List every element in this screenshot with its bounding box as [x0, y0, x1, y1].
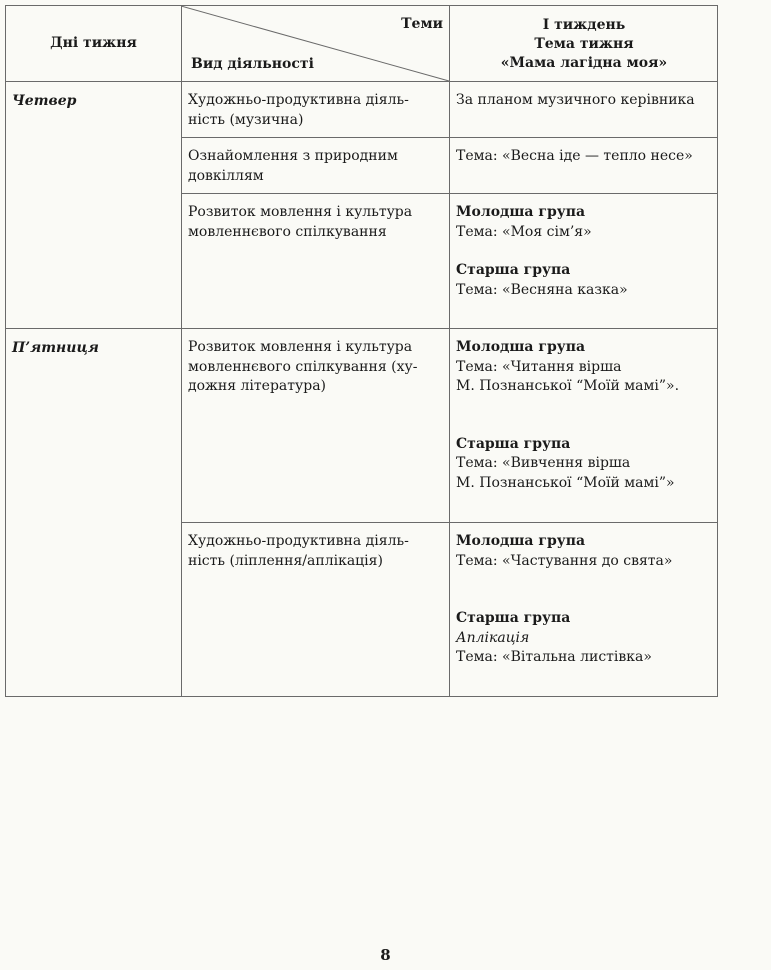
column-divider: [449, 6, 450, 696]
activity-line: мовленнєвого спілкування (ху-: [188, 358, 418, 375]
activity-subtitle: Аплікація: [456, 629, 530, 646]
activity-line: Розвиток мовлення і культура: [188, 204, 413, 220]
plan-table: [5, 5, 718, 697]
topic-text: Тема: «Весняна казка»: [456, 281, 628, 298]
activity-line: Ознайомлення з природним: [188, 148, 398, 164]
topic-cell: [456, 147, 718, 167]
group-label-junior: Молодша група: [456, 204, 586, 220]
activity-cell: [188, 338, 446, 397]
header-week-line: I тиждень: [542, 17, 626, 33]
activity-line: дожня література): [188, 378, 327, 394]
header-days: Дні тижня: [50, 35, 137, 51]
group-label-junior: Молодша група: [456, 339, 586, 355]
topic-text: М. Познанської “Моїй мамі”»: [456, 474, 675, 491]
activity-line: Художньо-продуктивна діяль-: [188, 533, 409, 549]
day-friday: П’ятниця: [12, 340, 99, 356]
topic-text: Тема: «Вивчення вірша: [456, 455, 631, 471]
topic-text: За планом музичного керівника: [456, 92, 695, 108]
activity-cell: [188, 532, 446, 571]
activity-cell: [188, 203, 446, 242]
topic-cell: [456, 91, 718, 111]
day-thursday: Четвер: [12, 93, 77, 109]
header-week-line: Тема тижня: [534, 36, 634, 52]
topic-text: Тема: «Вітальна листівка»: [456, 649, 652, 665]
page-number: 8: [380, 946, 391, 964]
activity-line: ність (ліплення/аплікація): [188, 552, 383, 569]
activity-line: Художньо-продуктивна діяль-: [188, 92, 409, 108]
topic-text: Тема: «Весна іде — тепло несе»: [456, 148, 693, 164]
topic-text: Тема: «Моя сім’я»: [456, 223, 592, 240]
topic-text: М. Познанської “Моїй мамі”».: [456, 378, 680, 394]
header-week-line: «Мама лагідна моя»: [500, 55, 668, 71]
topic-cell: [456, 532, 718, 668]
header-themes: Теми: [401, 16, 443, 32]
group-label-senior: Старша група: [456, 262, 571, 278]
topic-cell: [456, 338, 718, 493]
topic-text: Тема: «Частування до свята»: [456, 552, 673, 569]
topic-cell: [456, 203, 718, 300]
activity-line: довкіллям: [188, 167, 264, 184]
topic-text: Тема: «Читання вірша: [456, 358, 622, 375]
group-label-senior: Старша група: [456, 610, 571, 626]
activity-line: Розвиток мовлення і культура: [188, 339, 413, 355]
group-label-junior: Молодша група: [456, 533, 586, 549]
column-divider: [181, 6, 182, 696]
header-activity-type: Вид діяльності: [191, 56, 314, 72]
activity-cell: [188, 91, 446, 130]
activity-cell: [188, 147, 446, 186]
group-label-senior: Старша група: [456, 435, 571, 452]
activity-line: мовленнєвого спілкування: [188, 223, 387, 240]
activity-line: ність (музична): [188, 111, 304, 128]
header-week: [450, 16, 718, 73]
row-divider: [6, 328, 717, 329]
